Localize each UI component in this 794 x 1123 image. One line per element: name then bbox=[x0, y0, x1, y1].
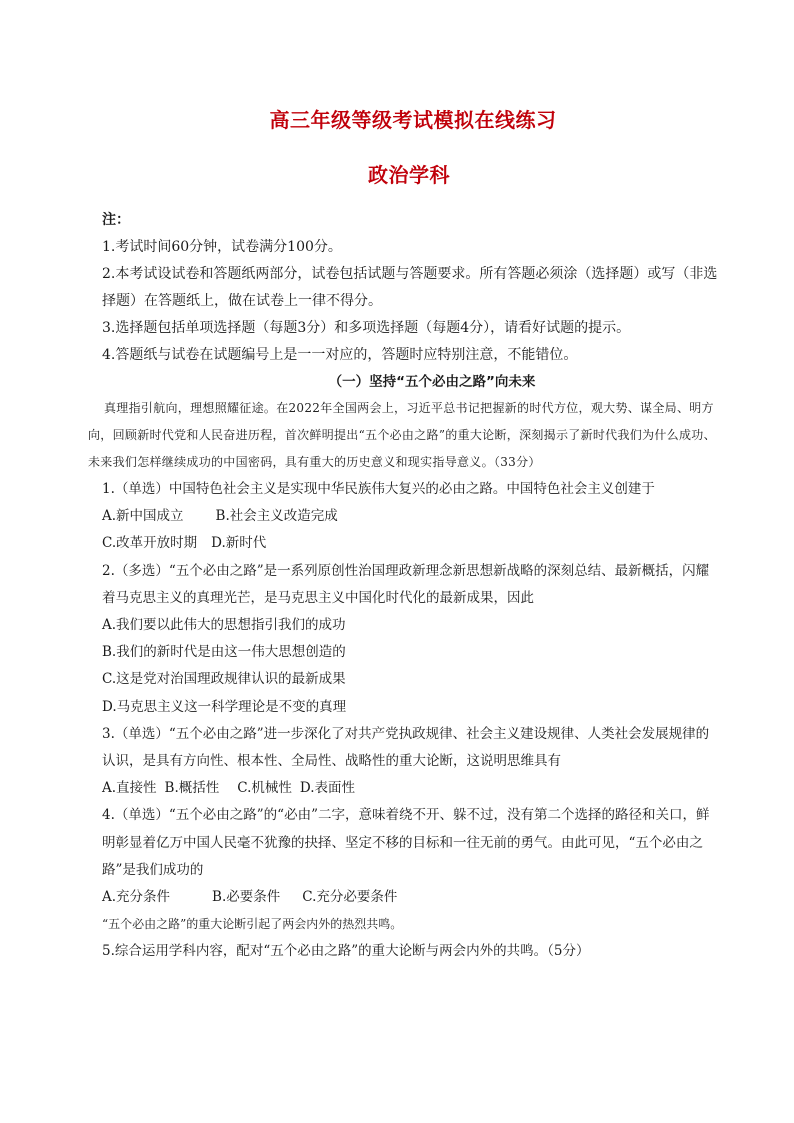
option-d: D.新时代 bbox=[211, 535, 267, 552]
option-c: C.机械性 bbox=[237, 780, 292, 797]
question-stem: 1.（单选）中国特色社会主义是实现中华民族伟大复兴的必由之路。中国特色社会主义创建于 bbox=[102, 481, 655, 497]
note-item: 4.答题纸与试卷在试题编号上是一一对应的，答题时应特别注意，不能错位。 bbox=[102, 347, 578, 363]
options-row bbox=[102, 503, 722, 530]
note-item: 1.考试时间60分钟，试卷满分100分。 bbox=[102, 239, 342, 255]
options-row bbox=[102, 884, 722, 911]
section-passage: 真理指引航向，理想照耀征途。在2022年全国两会上，习近平总书记把握新的时代方位，观大势、谋全局、明方向，回顾新时代党和人民奋进历程，首次鲜明提出“五个必由之路”的重大论断，深刻揭示了新时代我们为什么成功、未来我们怎样继续成功的中国密码，具有重大的历史意义和现实指导意义。（33分） bbox=[88, 401, 716, 469]
question-2 bbox=[102, 558, 722, 721]
question-stem: 3.（单选）“五个必由之路”进一步深化了对共产党执政规律、社会主义建设规律、人类社会发展规律的认识，是具有方向性、根本性、全局性、战略性的重大论断，这说明思维具有 bbox=[102, 725, 710, 770]
option-c: C.充分必要条件 bbox=[302, 889, 398, 906]
option-b: B.概括性 bbox=[164, 780, 220, 797]
options-row bbox=[102, 530, 722, 557]
option-a: A.新中国成立 bbox=[102, 508, 184, 525]
option-c: C.这是党对治国理政规律认识的最新成果 bbox=[102, 671, 346, 688]
section-title: （一）坚持“五个必由之路”向未来 bbox=[328, 374, 536, 390]
question-5: 5.综合运用学科内容，配对“五个必由之路”的重大论断与两会内外的共鸣。（5分） bbox=[102, 943, 590, 960]
question-4 bbox=[102, 802, 722, 911]
option-d: D.马克思主义这一科学理论是不变的真理 bbox=[102, 698, 347, 715]
option-a: A.我们要以此伟大的思想指引我们的成功 bbox=[102, 617, 346, 634]
option-b: B.必要条件 bbox=[212, 889, 281, 906]
material-text: “五个必由之路”的重大论断引起了两会内外的热烈共鸣。 bbox=[102, 917, 403, 932]
option-b: B.我们的新时代是由这一伟大思想创造的 bbox=[102, 644, 346, 661]
question-stem: 4.（单选）“五个必由之路”的“必由”二字，意味着绕不开、躲不过，没有第二个选择的路径和关口，鲜明彰显着亿万中国人民毫不犹豫的抉择、坚定不移的目标和一往无前的勇气。由此可见，“五个必由之路”是我们成功的 bbox=[102, 807, 710, 878]
question-stem: 2.（多选）“五个必由之路”是一系列原创性治国理政新理念新思想新战略的深刻总结、最新概括，闪耀着马克思主义的真理光芒，是马克思主义中国化时代化的最新成果，因此 bbox=[102, 562, 710, 606]
note-item: 2.本考试设试卷和答题纸两部分，试卷包括试题与答题要求。所有答题必须涂（选择题）或写（非选择题）在答题纸上，做在试卷上一律不得分。 bbox=[102, 266, 718, 309]
option-b: B.社会主义改造完成 bbox=[215, 508, 338, 525]
page-subtitle: 政治学科 bbox=[368, 163, 450, 187]
exam-body bbox=[88, 207, 722, 965]
option-d: D.表面性 bbox=[299, 780, 356, 797]
options-row bbox=[102, 775, 722, 802]
notes-heading: 注： bbox=[102, 212, 130, 228]
option-c: C.改革开放时期 bbox=[102, 535, 198, 552]
page-title: 高三年级等级考试模拟在线练习 bbox=[269, 108, 557, 132]
option-a: A.充分条件 bbox=[102, 889, 171, 906]
question-1 bbox=[102, 476, 722, 558]
option-a: A.直接性 bbox=[102, 780, 157, 797]
note-item: 3.选择题包括单项选择题（每题3分）和多项选择题（每题4分），请看好试题的提示。 bbox=[102, 320, 631, 336]
question-3 bbox=[102, 721, 722, 803]
